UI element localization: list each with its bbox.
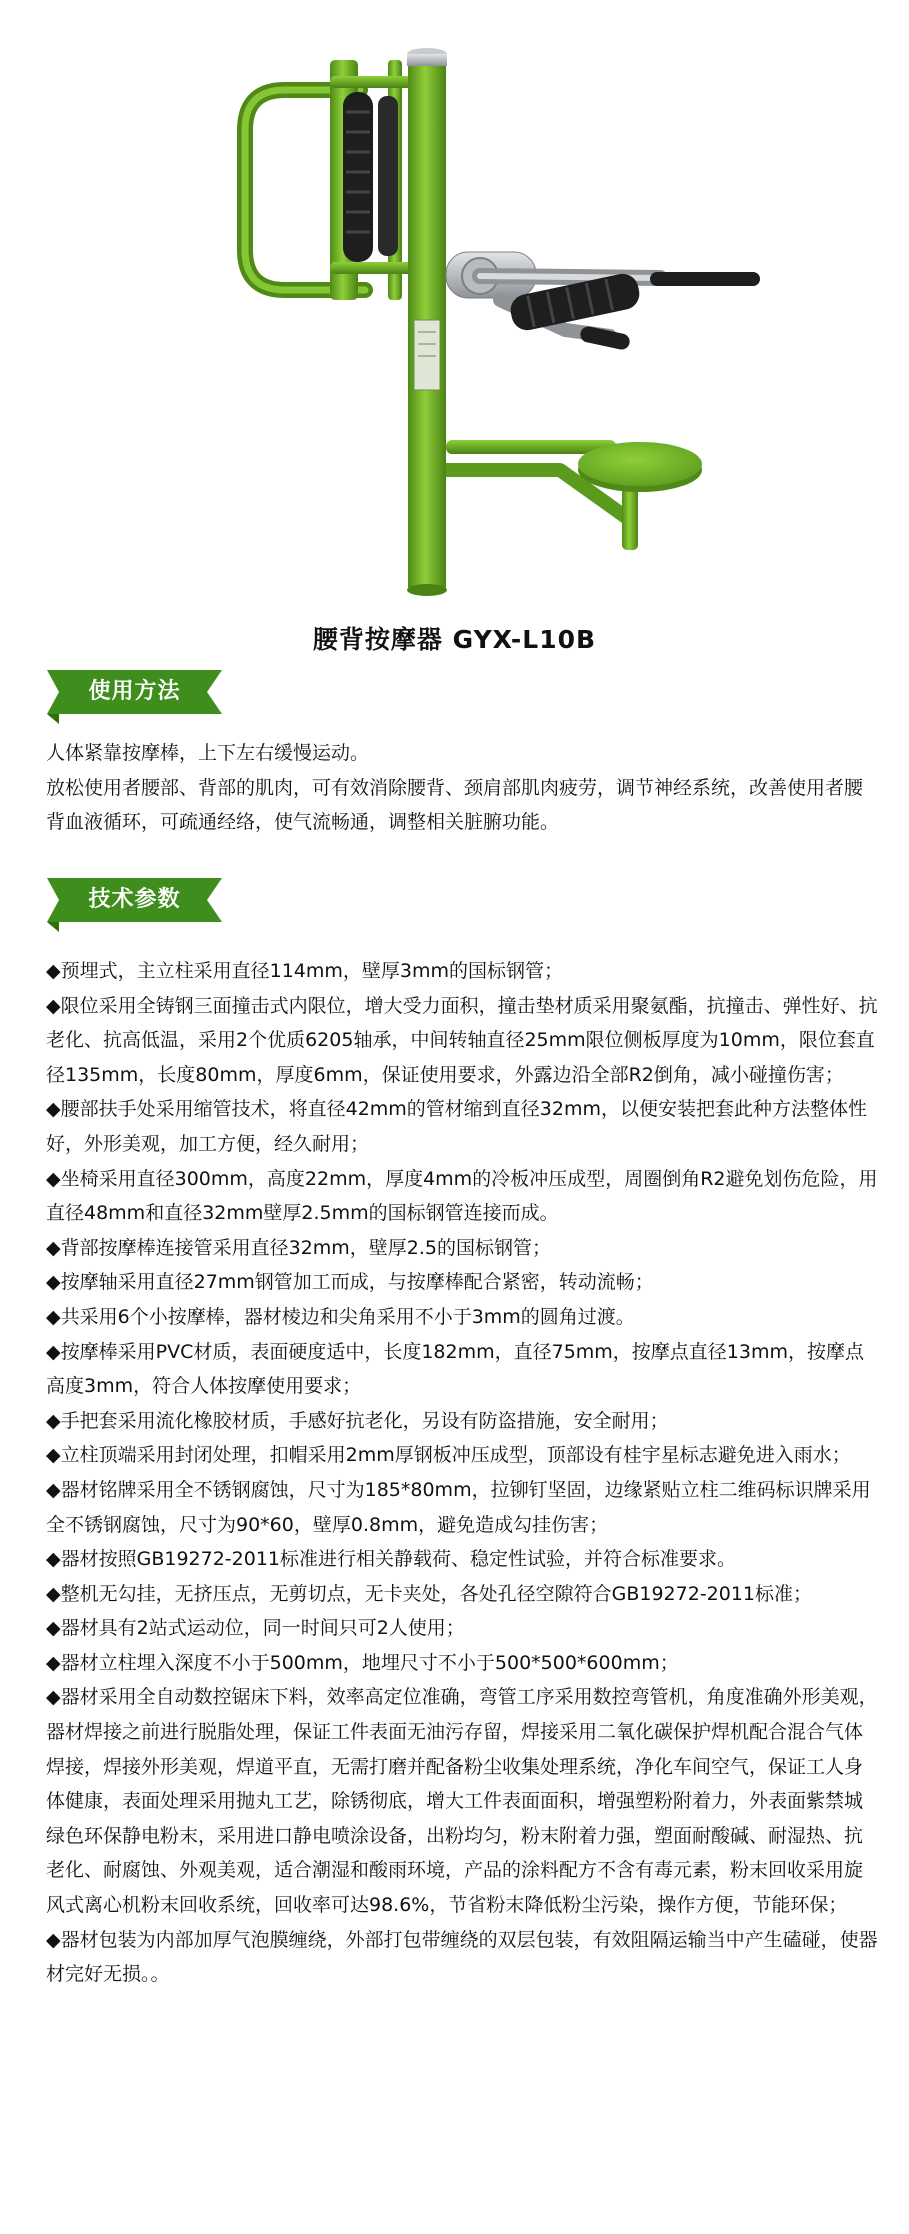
spec-item: ◆器材铭牌采用全不锈钢腐蚀，尺寸为185*80mm，拉铆钉坚固，边缘紧贴立柱二维码标识牌采用全不锈钢腐蚀，尺寸为90*60，壁厚0.8mm，避免造成勾挂伤害； — [46, 1478, 871, 1536]
spec-item: ◆预埋式，主立柱采用直径114mm，壁厚3mm的国标钢管； — [46, 960, 563, 982]
spec-item: ◆限位采用全铸钢三面撞击式内限位，增大受力面积，撞击垫材质采用聚氨酯，抗撞击、弹性好、抗老化、抗高低温，采用2个优质6205轴承，中间转轴直径25mm限位侧板厚度为10mm，限位套直径135mm，长度80mm，厚度6mm，保证使用要求，外露边沿全部R2倒角，减小碰撞伤害； — [46, 994, 878, 1086]
spec-item: ◆立柱顶端采用封闭处理，扣帽采用2mm厚钢板冲压成型，顶部设有桂宇星标志避免进入雨水； — [46, 1444, 851, 1467]
spec-item: ◆背部按摩棒连接管采用直径32mm，壁厚2.5的国标钢管； — [46, 1236, 552, 1259]
spec-item: ◆腰部扶手处采用缩管技术，将直径42mm的管材缩到直径32mm，以便安装把套此种方法整体性好，外形美观，加工方便，经久耐用； — [46, 1098, 868, 1155]
usage-paragraph: 放松使用者腰部、背部的肌肉，可有效消除腰背、颈肩部肌肉疲劳，调节神经系统，改善使用者腰背血液循环，可疏通经络，使气流畅通，调整相关脏腑功能。 — [46, 776, 864, 834]
back-waist-massager-illustration — [0, 0, 909, 600]
spec-item: ◆按摩棒采用PVC材质，表面硬度适中，长度182mm，直径75mm，按摩点直径13mm，按摩点高度3mm，符合人体按摩使用要求； — [46, 1340, 865, 1398]
spec-item: ◆共采用6个小按摩棒，器材棱边和尖角采用不小于3mm的圆角过渡。 — [46, 1305, 635, 1328]
usage-heading: 使用方法 — [88, 679, 181, 704]
spec-item: ◆按摩轴采用直径27mm钢管加工而成，与按摩棒配合紧密，转动流畅； — [46, 1271, 654, 1294]
specs-heading: 技术参数 — [88, 887, 181, 912]
product-title: 腰背按摩器 GYX-L10B — [312, 625, 597, 654]
spec-item: ◆器材具有2站式运动位，同一时间只可2人使用； — [46, 1617, 465, 1640]
specs-list — [46, 954, 881, 1992]
spec-item: ◆坐椅采用直径300mm，高度22mm，厚度4mm的冷板冲压成型，周圈倒角R2避免划伤危险，用直径48mm和直径32mm壁厚2.5mm的国标钢管连接而成。 — [46, 1167, 878, 1225]
usage-text — [46, 736, 881, 840]
usage-section-banner — [47, 668, 217, 724]
usage-paragraph: 人体紧靠按摩棒，上下左右缓慢运动。 — [46, 742, 370, 764]
spec-item: ◆手把套采用流化橡胶材质，手感好抗老化，另设有防盗措施，安全耐用； — [46, 1409, 669, 1432]
specs-section-banner — [47, 876, 217, 932]
spec-item: ◆器材立柱埋入深度不小于500mm，地埋尺寸不小于500*500*600mm； — [46, 1651, 679, 1674]
spec-item: ◆器材采用全自动数控锯床下料，效率高定位准确，弯管工序采用数控弯管机，角度准确外形美观，器材焊接之前进行脱脂处理，保证工件表面无油污存留，焊接采用二氧化碳保护焊机配合混合气体焊接，焊接外形美观，焊道平直，无需打磨并配备粉尘收集处理系统，净化车间空气，保证工人身体健康，表面处理采用抛丸工艺，除锈彻底，增大工件表面面积，增强塑粉附着力，外表面紫禁城绿色环保静电粉末，采用进口静电喷涂设备，出粉均匀，粉末附着力强，塑面耐酸碱、耐湿热、抗老化、耐腐蚀、外观美观，适合潮湿和酸雨环境，产品的涂料配方不含有毒元素，粉末回收采用旋风式离心机粉末回收系统，回收率可达98.6%，节省粉末降低粉尘污染，操作方便，节能环保； — [46, 1686, 878, 1917]
spec-item: ◆器材按照GB19272-2011标准进行相关静载荷、稳定性试验，并符合标准要求。 — [46, 1548, 737, 1571]
spec-item: ◆器材包装为内部加厚气泡膜缠绕，外部打包带缠绕的双层包装，有效阻隔运输当中产生磕碰，使器材完好无损。。 — [46, 1928, 878, 1986]
product-image — [0, 0, 909, 600]
spec-item: ◆整机无勾挂，无挤压点，无剪切点，无卡夹处，各处孔径空隙符合GB19272-2011标准； — [46, 1582, 813, 1605]
